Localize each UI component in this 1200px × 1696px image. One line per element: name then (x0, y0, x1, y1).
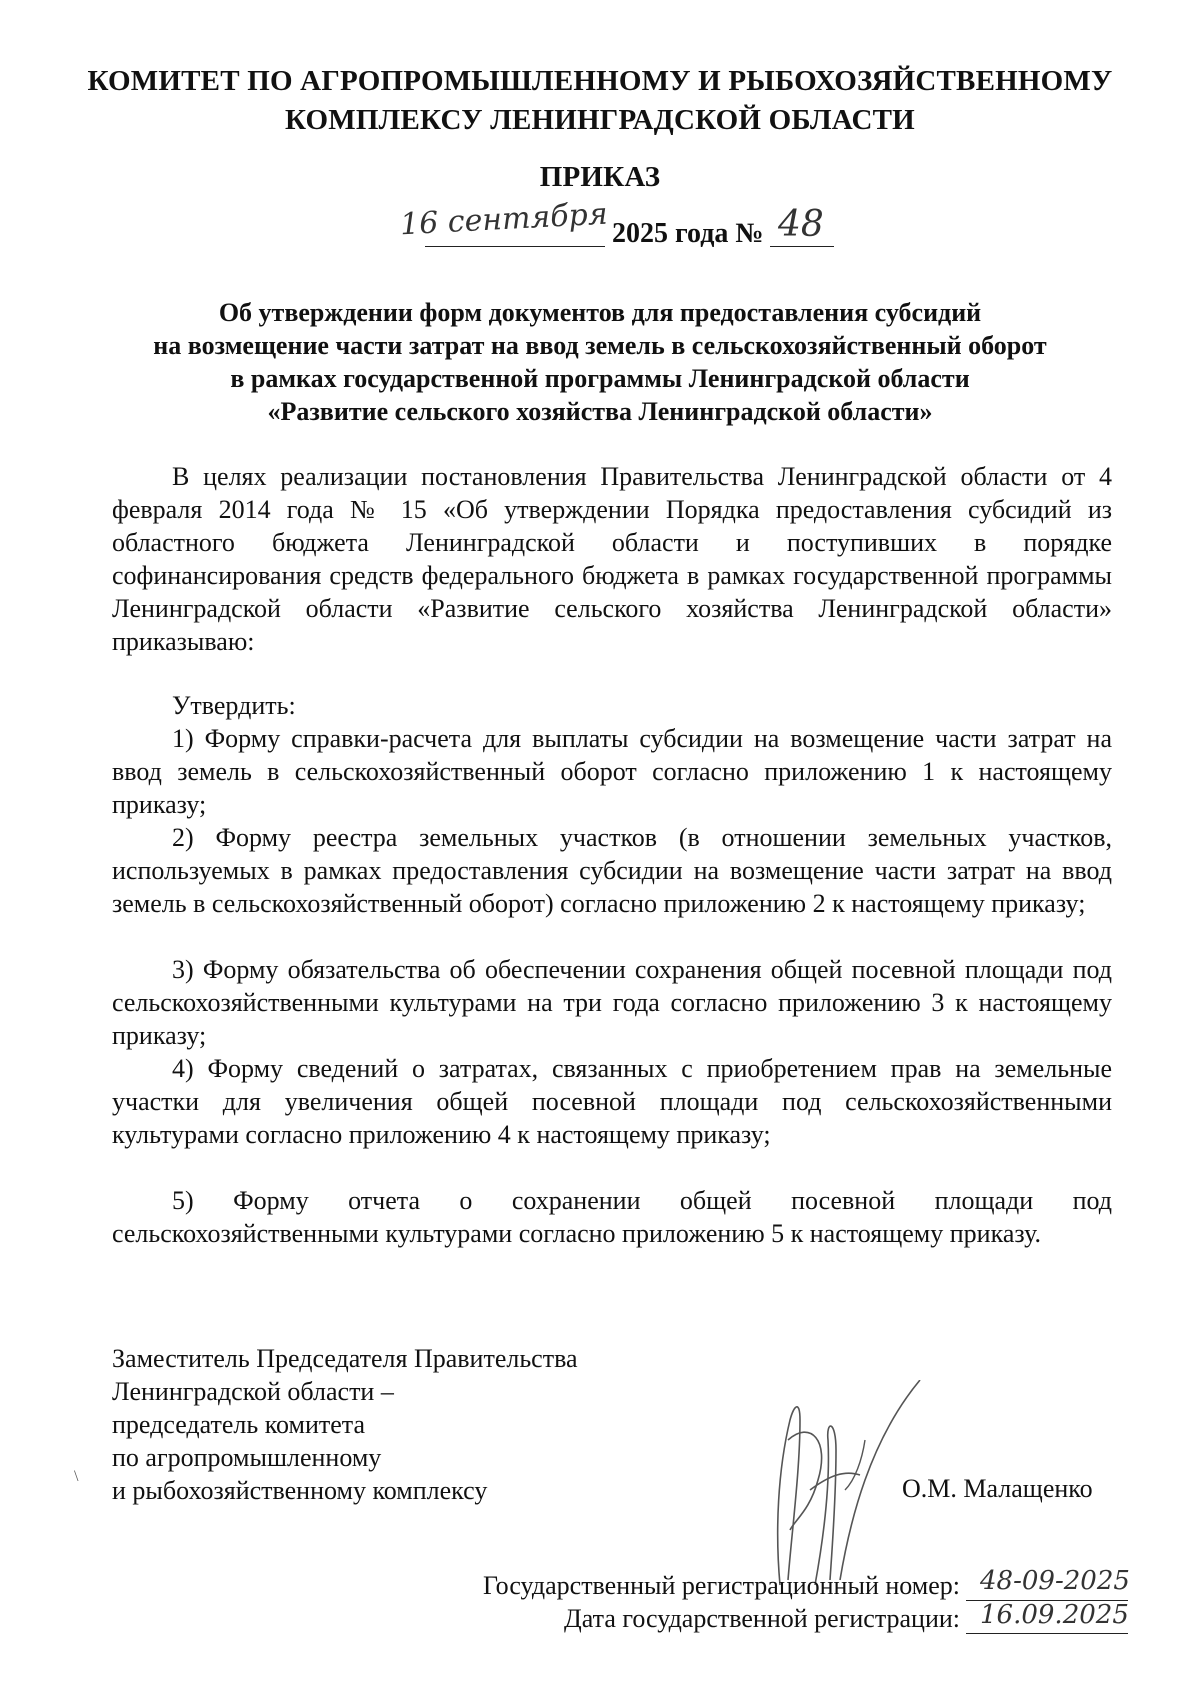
approve-heading: Утвердить: (172, 691, 296, 720)
committee-name-line2: КОМПЛЕКСУ ЛЕНИНГРАДСКОЙ ОБЛАСТИ (285, 104, 915, 136)
date-underline (425, 246, 605, 247)
subject-line1: Об утверждении форм документов для предоставления субсидий (218, 298, 982, 327)
approval-item-3: 3) Форму обязательства об обеспечении сохранения общей посевной площади под сельскохозяйственными культурами на три года согласно приложению 3 к настоящему приказу; (112, 955, 1112, 1050)
position-line: по агропромышленному (112, 1443, 382, 1472)
number-underline (770, 246, 834, 247)
document-type: ПРИКАЗ (539, 161, 661, 193)
committee-name-line1: КОМИТЕТ ПО АГРОПРОМЫШЛЕННОМУ И РЫБОХОЗЯЙСТВЕННОМУ (87, 65, 1113, 97)
position-line: Заместитель Председателя Правительства (112, 1344, 578, 1373)
position-line: председатель комитета (112, 1410, 366, 1439)
approval-item-1: 1) Форму справки-расчета для выплаты субсидии на возмещение части затрат на ввод земель в сельскохозяйственный оборот согласно приложению 1 к настоящему приказу; (112, 724, 1112, 819)
approval-item-5: 5) Форму отчета о сохранении общей посевной площади под сельскохозяйственными культурами согласно приложению 5 к настоящему приказу. (112, 1186, 1112, 1248)
approval-item-2: 2) Форму реестра земельных участков (в отношении земельных участков, используемых в рамках предоставления субсидии на возмещение части затрат на ввод земель в сельскохозяйственный оборот) согласно приложению 2 к настоящему приказу; (112, 823, 1112, 918)
position-line: Ленинградской области – (112, 1377, 394, 1406)
registration-number-value: 48-09-2025 (980, 1566, 1130, 1596)
approval-item-4: 4) Форму сведений о затратах, связанных с приобретением прав на земельные участки для увеличения общей посевной площади под сельскохозяйственными культурами согласно приложению 4 к настоящему приказу; (112, 1054, 1112, 1149)
subject-line2: на возмещение части затрат на ввод земель в сельскохозяйственный оборот (153, 331, 1047, 360)
registration-date-underline (966, 1633, 1128, 1634)
year-and-number-label: 2025 года № (612, 218, 764, 249)
registration-number-label: Государственный регистрационный номер: (482, 1571, 960, 1600)
registration-date-label: Дата государственной регистрации: (564, 1604, 960, 1633)
handwritten-date: 16 сентября (399, 196, 609, 243)
signatory-position (112, 1342, 578, 1507)
date-number-line (0, 196, 1200, 256)
signatory-name: О.М. Малащенко (902, 1474, 1093, 1503)
handwritten-order-number: 48 (778, 204, 824, 245)
subject-line4: «Развитие сельского хозяйства Ленинградской области» (267, 397, 933, 426)
intro-paragraph: В целях реализации постановления Правительства Ленинградской области от 4 февраля 2014 года № 15 «Об утверждении Порядка предоставления субсидий из областного бюджета Ленинградской области и поступивших в порядке софинансирования средств федерального бюджета в рамках государственной программы Ленинградской области «Развитие сельского хозяйства Ленинградской области» приказываю: (112, 462, 1112, 656)
scan-speck: \ (74, 1468, 79, 1485)
subject-line3: в рамках государственной программы Ленинградской области (230, 364, 970, 393)
position-line: и рыбохозяйственному комплексу (112, 1476, 488, 1505)
registration-date-value: 16.09.2025 (980, 1600, 1129, 1630)
